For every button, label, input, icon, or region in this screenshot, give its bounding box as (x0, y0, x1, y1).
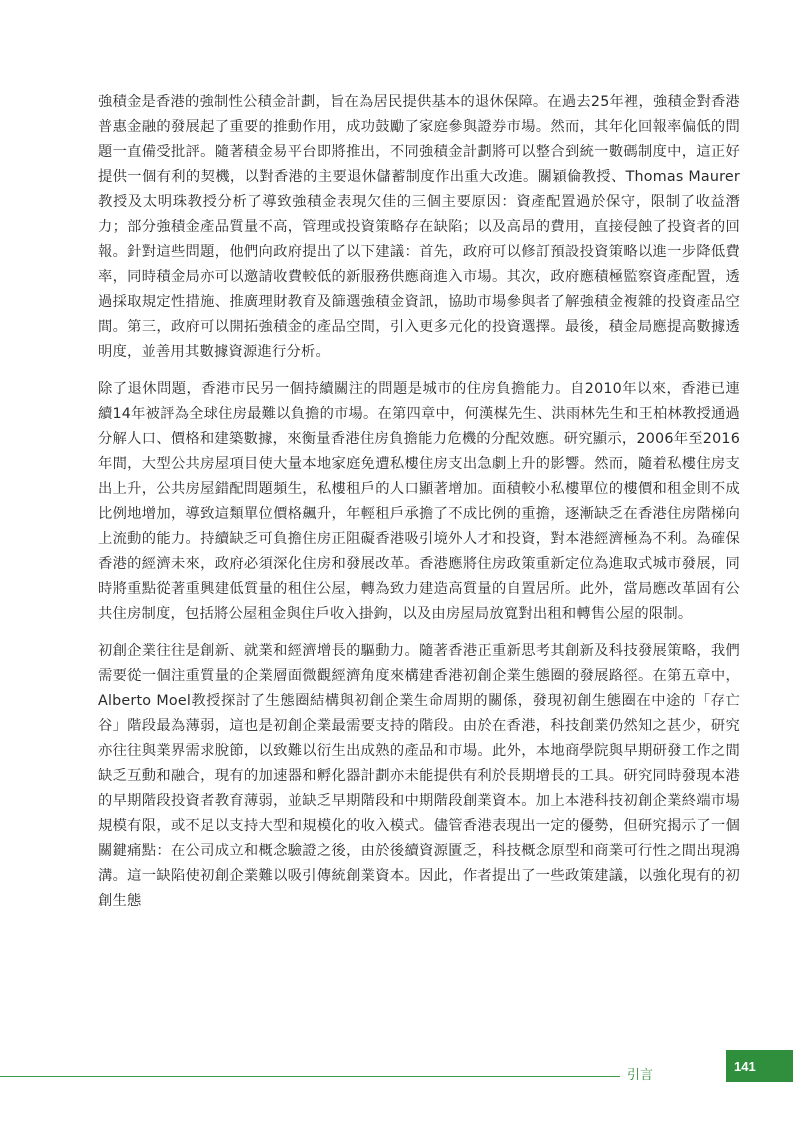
page-number: 141 (726, 1050, 793, 1082)
paragraph-startups: 初創企業往往是創新、就業和經濟增長的驅動力。隨著香港正重新思考其創新及科技發展策略，我們需要從一個注重質量的企業層面微觀經濟角度來構建香港初創企業生態圈的發展路徑。在第五章中，Alberto Moel教授探討了生態圈結構與初創企業生命周期的關係，發現初創生態圈在中途的「存亡谷」階段最為薄弱，這也是初創企業最需要支持的階段。由於在香港，科技創業仍然知之甚少，研究亦往往與業界需求脫節，以致難以衍生出成熟的產品和市場。此外，本地商學院與早期研發工作之間缺乏互動和融合，現有的加速器和孵化器計劃亦未能提供有利於長期增長的工具。研究同時發現本港的早期階段投資者教育薄弱，並缺乏早期階段和中期階段創業資本。加上本港科技初創企業終端市場規模有限，或不足以支持大型和規模化的收入模式。儘管香港表現出一定的優勢，但研究揭示了一個關鍵痛點：在公司成立和概念驗證之後，由於後續資源匱乏，科技概念原型和商業可行性之間出現鴻溝。這一缺陷使初創企業難以吸引傳統創業資本。因此，作者提出了一些政策建議，以強化現有的初創生態 (98, 643, 740, 909)
footer-section-label: 引言 (626, 1068, 653, 1083)
paragraph-housing: 除了退休問題，香港市民另一個持續關注的問題是城市的住房負擔能力。自2010年以來，香港已連續14年被評為全球住房最難以負擔的市場。在第四章中，何漢楳先生、洪雨林先生和王柏林教授通過分解人口、價格和建築數據，來衡量香港住房負擔能力危機的分配效應。研究顯示，2006年至2016年間，大型公共房屋項目使大量本地家庭免遭私樓住房支出急劇上升的影響。然而，隨着私樓住房支出上升，公共房屋錯配問題頻生，私樓租戶的人口顯著增加。面積較小私樓單位的樓價和租金則不成比例地增加，導致這類單位價格飆升，年輕租戶承擔了不成比例的重擔，逐漸缺乏在香港住房階梯向上流動的能力。持續缺乏可負擔住房正阻礙香港吸引境外人才和投資，對本港經濟極為不利。為確保香港的經濟未來，政府必須深化住房和發展改革。香港應將住房政策重新定位為進取式城市發展，同時將重點從著重興建低質量的租住公屋，轉為致力建造高質量的自置居所。此外，當局應改革固有公共住房制度，包括將公屋租金與住戶收入掛鉤，以及由房屋局放寬對出租和轉售公屋的限制。 (98, 381, 740, 622)
body-text (98, 90, 740, 926)
footer-rule (0, 1076, 620, 1077)
paragraph-mpf: 強積金是香港的強制性公積金計劃，旨在為居民提供基本的退休保障。在過去25年裡，強積金對香港普惠金融的發展起了重要的推動作用，成功鼓勵了家庭參與證券市場。然而，其年化回報率偏低的問題一直備受批評。隨著積金易平台即將推出，不同強積金計劃將可以整合到統一數碼制度中，這正好提供一個有利的契機，以對香港的主要退休儲蓄制度作出重大改進。關穎倫教授、Thomas Maurer教授及太明珠教授分析了導致強積金表現欠佳的三個主要原因：資產配置過於保守，限制了收益潛力；部分強積金產品質量不高，管理或投資策略存在缺陷；以及高昂的費用，直接侵蝕了投資者的回報。針對這些問題，他們向政府提出了以下建議：首先，政府可以修訂預設投資策略以進一步降低費率，同時積金局亦可以邀請收費較低的新服務供應商進入市場。其次，政府應積極監察資產配置，透過採取規定性措施、推廣理財教育及篩選強積金資訊，協助市場參與者了解強積金複雜的投資產品空間。第三，政府可以開拓強積金的產品空間，引入更多元化的投資選擇。最後，積金局應提高數據透明度，並善用其數據資源進行分析。 (98, 94, 740, 360)
